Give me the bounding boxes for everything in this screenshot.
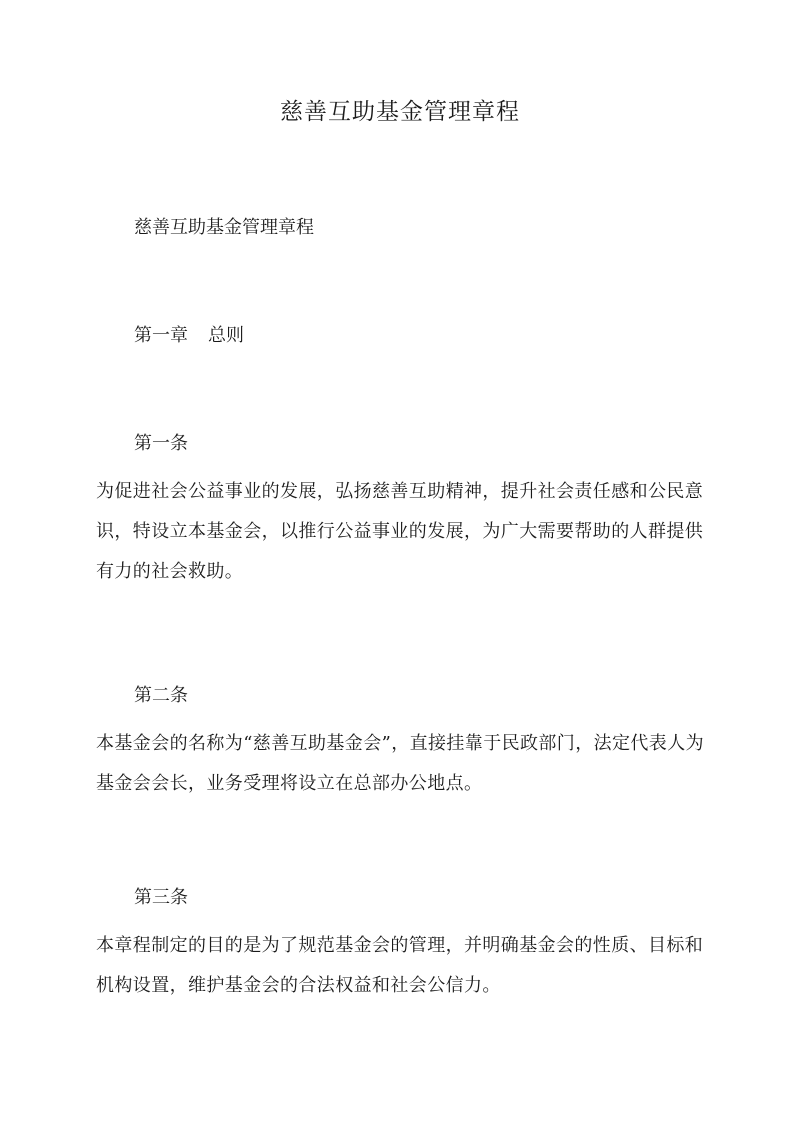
article-3-heading: 第三条 bbox=[134, 887, 188, 908]
chapter-heading bbox=[134, 322, 244, 350]
article-1-heading: 第一条 bbox=[134, 433, 188, 454]
document-title: 慈善互助基金管理章程 bbox=[280, 99, 520, 125]
chapter-number: 第一章 bbox=[134, 325, 188, 346]
document-subtitle: 慈善互助基金管理章程 bbox=[134, 217, 314, 238]
article-2-heading: 第二条 bbox=[134, 685, 188, 706]
article-3-text: 本章程制定的目的是为了规范基金会的管理，并明确基金会的性质、目标和机构设置，维护基金会的合法权益和社会公信力。 bbox=[96, 935, 704, 996]
article-1-text: 为促进社会公益事业的发展，弘扬慈善互助精神，提升社会责任感和公民意识，特设立本基金会，以推行公益事业的发展，为广大需要帮助的人群提供有力的社会救助。 bbox=[96, 481, 704, 582]
article-2-text: 本基金会的名称为“慈善互助基金会”，直接挂靠于民政部门，法定代表人为基金会会长，业务受理将设立在总部办公地点。 bbox=[96, 733, 705, 794]
chapter-name: 总则 bbox=[208, 325, 244, 346]
